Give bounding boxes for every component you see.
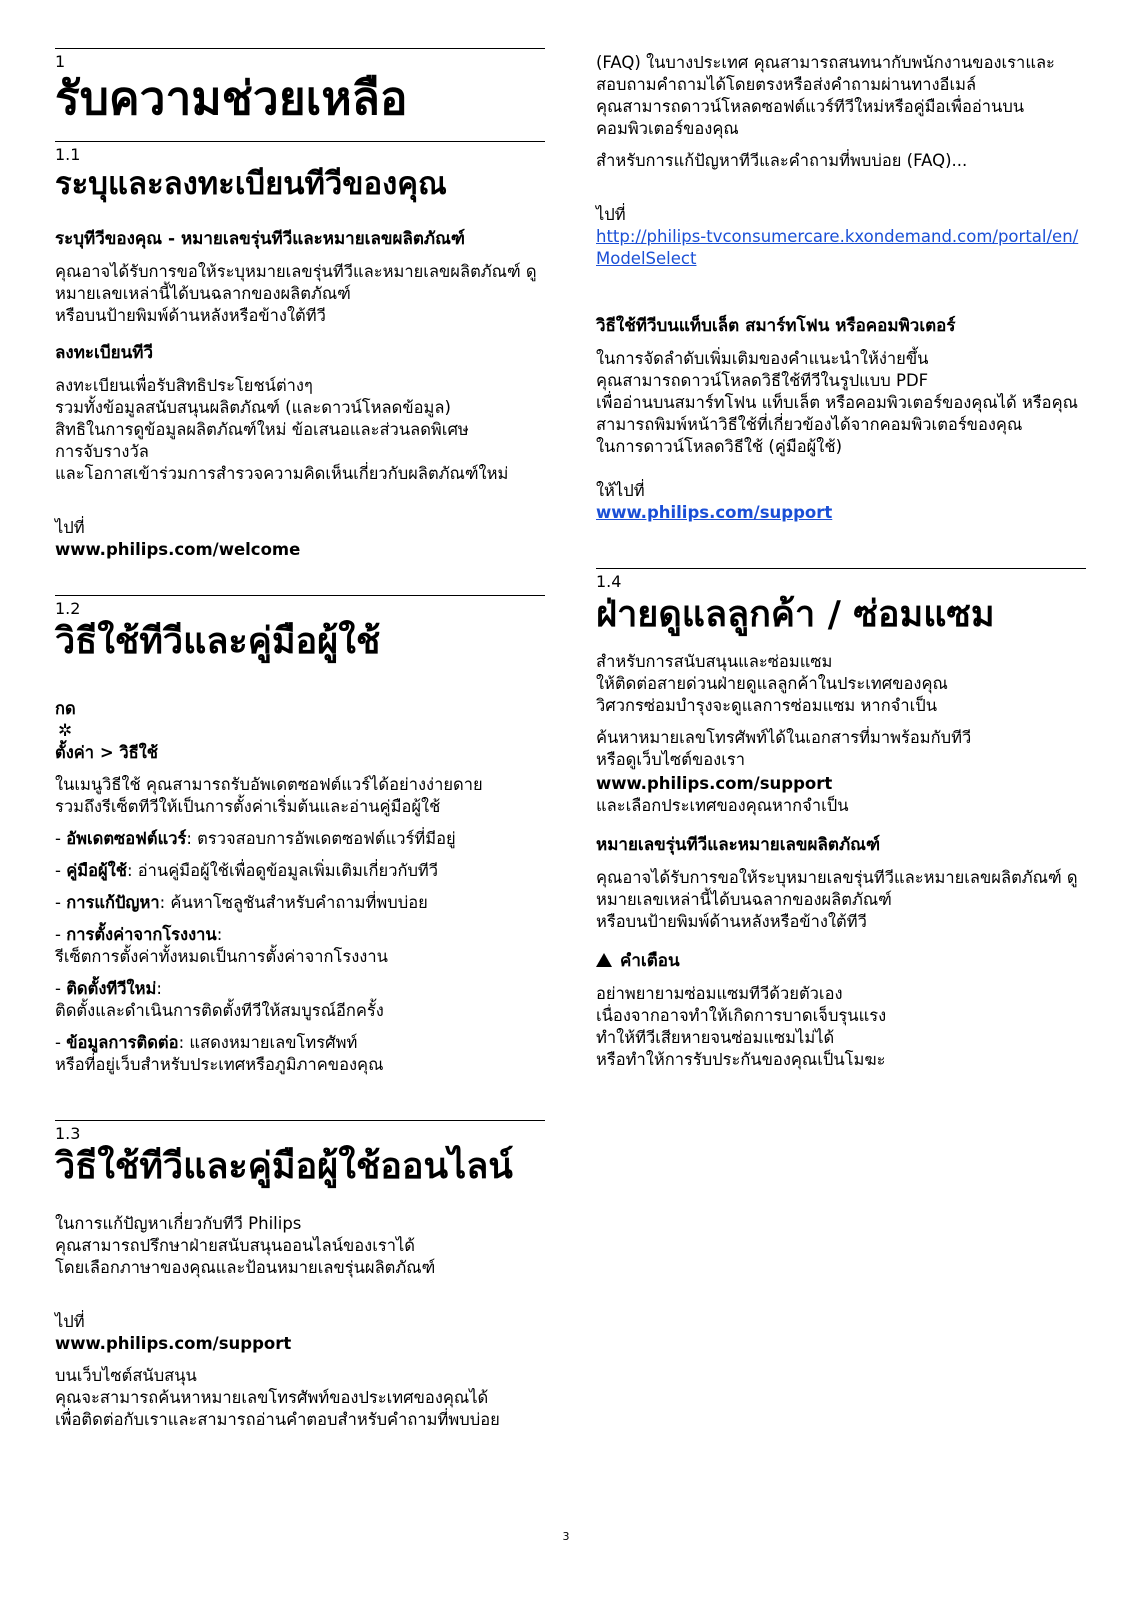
list-item: - ข้อมูลการติดต่อ: แสดงหมายเลขโทรศัพท์ หรือที่อยู่เว็บสำหรับประเทศหรือภูมิภาคของคุณ (55, 1033, 384, 1074)
list-item: - การแก้ปัญหา: ค้นหาโซลูชันสำหรับคำถามที่พบบ่อย (55, 893, 428, 912)
paragraph: ค้นหาหมายเลขโทรศัพท์ได้ในเอกสารที่มาพร้อมกับทีวี หรือดูเว็บไซต์ของเรา (596, 728, 972, 769)
menu-path: ตั้งค่า > วิธีใช้ (55, 743, 158, 762)
warning-body: อย่าพยายามซ่อมแซมทีวีด้วยตัวเอง เนื่องจากอาจทำให้เกิดการบาดเจ็บรุนแรง ทำให้ทีวีเสียหายจนซ่อมแซมไม่ได้ หรือทำให้การรับประกันของคุณเป็นโมฆะ (596, 984, 887, 1069)
item-desc: : ค้นหาโซลูชันสำหรับคำถามที่พบบ่อย (159, 893, 428, 912)
section-rule (596, 568, 1086, 569)
section-rule (55, 141, 545, 142)
subsection-title: วิธีใช้ทีวีบนแท็บเล็ต สมาร์ทโฟน หรือคอมพิวเตอร์ (596, 316, 956, 336)
goto-label: ไปที่ (55, 518, 85, 537)
faq-link[interactable]: http://philips-tvconsumercare.kxondemand.com/portal/en/ModelSelect (596, 227, 1079, 268)
goto-line (596, 458, 1086, 524)
item-label: การแก้ปัญหา (66, 893, 160, 912)
paragraph: สำหรับการแก้ปัญหาทีวีและคำถามที่พบบ่อย (FAQ)... (596, 151, 968, 170)
item-label: ติดตั้งทีวีใหม่ (66, 979, 157, 998)
section-title: ฝ่ายดูแลลูกค้า / ซ่อมแซม (596, 594, 995, 635)
section-number: 1 (55, 52, 66, 71)
item-desc: : แสดงหมายเลขโทรศัพท์ หรือที่อยู่เว็บสำหรับประเทศหรือภูมิภาคของคุณ (55, 1033, 384, 1074)
subsection-title: หมายเลขรุ่นทีวีและหมายเลขผลิตภัณฑ์ (596, 835, 881, 855)
item-label: คู่มือผู้ใช้ (66, 861, 127, 880)
section-title: วิธีใช้ทีวีและคู่มือผู้ใช้ออนไลน์ (55, 1146, 513, 1187)
item-label: ข้อมูลการติดต่อ (66, 1033, 179, 1052)
paragraph: และเลือกประเทศของคุณหากจำเป็น (596, 796, 849, 815)
gear-icon: ✲ (58, 721, 73, 741)
section-number: 1.4 (596, 572, 622, 591)
press-label: กด (55, 699, 76, 718)
list-item: - ติดตั้งทีวีใหม่: ติดตั้งและดำเนินการติดตั้งทีวีให้สมบูรณ์อีกครั้ง (55, 979, 384, 1020)
welcome-link[interactable]: www.philips.com/welcome (55, 540, 301, 559)
help-items-list (55, 828, 545, 1076)
subsection-title: ลงทะเบียนทีวี (55, 343, 153, 363)
paragraph: คุณอาจได้รับการขอให้ระบุหมายเลขรุ่นทีวีและหมายเลขผลิตภัณฑ์ ดูหมายเลขเหล่านี้ได้บนฉลากของผลิตภัณฑ์ หรือบนป้ายพิมพ์ด้านหลังหรือข้างใต้ทีวี (55, 262, 537, 325)
paragraph: ลงทะเบียนเพื่อรับสิทธิประโยชน์ต่างๆ รวมทั้งข้อมูลสนับสนุนผลิตภัณฑ์ (และดาวน์โหลดข้อมูล) สิทธิในการดูข้อมูลผลิตภัณฑ์ใหม่ ข้อเสนอและส่วนลดพิเศษ การจับรางวัล และโอกาสเข้าร่วมการสำรวจความคิดเห็นเกี่ยวกับผลิตภัณฑ์ใหม่ (55, 376, 509, 483)
section-number: 1.3 (55, 1124, 81, 1143)
subsection-title: ระบุทีวีของคุณ - หมายเลขรุ่นทีวีและหมายเลขผลิตภัณฑ์ (55, 229, 466, 249)
section-title: วิธีใช้ทีวีและคู่มือผู้ใช้ (55, 621, 381, 662)
chapter-title: รับความช่วยเหลือ (55, 71, 408, 125)
paragraph: สำหรับการสนับสนุนและซ่อมแซม ให้ติดต่อสายด่วนฝ่ายดูแลลูกค้าในประเทศของคุณ วิศวกรซ่อมบำรุงจะดูแลการซ่อมแซม หากจำเป็น (596, 652, 948, 715)
paragraph: (FAQ) ในบางประเทศ คุณสามารถสนทนากับพนักงานของเราและสอบถามคำถามได้โดยตรงหรือส่งคำถามผ่านทางอีเมล์ คุณสามารถดาวน์โหลดซอฟต์แวร์ทีวีใหม่หรือคู่มือเพื่ออ่านบนคอมพิวเตอร์ของคุณ (596, 53, 1055, 138)
right-column (596, 52, 1086, 1081)
item-desc: : รีเซ็ตการตั้งค่าทั้งหมดเป็นการตั้งค่าจากโรงงาน (55, 925, 388, 966)
section-rule (55, 595, 545, 596)
section-rule (55, 1120, 545, 1121)
section-number: 1.2 (55, 599, 81, 618)
goto-line (596, 182, 1086, 270)
goto-label: ไปที่ (55, 1312, 85, 1331)
paragraph: ในเมนูวิธีใช้ คุณสามารถรับอัพเดตซอฟต์แวร์ได้อย่างง่ายดาย รวมถึงรีเซ็ตทีวีให้เป็นการตั้งค่าเริ่มต้นและอ่านคู่มือผู้ใช้ (55, 775, 483, 816)
warning-title: คำเตือน (620, 951, 680, 971)
item-label: การตั้งค่าจากโรงงาน (66, 925, 217, 944)
item-desc: : อ่านคู่มือผู้ใช้เพื่อดูข้อมูลเพิ่มเติมเกี่ยวกับทีวี (126, 861, 439, 880)
item-label: อัพเดตซอฟต์แวร์ (66, 829, 187, 848)
press-instruction (55, 676, 545, 764)
item-desc: : ติดตั้งและดำเนินการติดตั้งทีวีให้สมบูรณ์อีกครั้ง (55, 979, 384, 1020)
list-item: - การตั้งค่าจากโรงงาน: รีเซ็ตการตั้งค่าทั้งหมดเป็นการตั้งค่าจากโรงงาน (55, 925, 388, 966)
list-item: - คู่มือผู้ใช้: อ่านคู่มือผู้ใช้เพื่อดูข้อมูลเพิ่มเติมเกี่ยวกับทีวี (55, 861, 439, 880)
support-link[interactable]: www.philips.com/support (55, 1334, 292, 1353)
paragraph: ในการจัดลำดับเพิ่มเติมของคำแนะนำให้ง่ายขึ้น คุณสามารถดาวน์โหลดวิธีใช้ทีวีในรูปแบบ PDF เพื่ออ่านบนสมาร์ทโฟน แท็บเล็ต หรือคอมพิวเตอร์ของคุณได้ หรือคุณสามารถพิมพ์หน้าวิธีใช้ที่เกี่ยวข้องได้จากคอมพิวเตอร์ของคุณ ในการดาวน์โหลดวิธีใช้ (คู่มือผู้ใช้) (596, 349, 1078, 456)
warning-icon (596, 953, 612, 967)
list-item: - อัพเดตซอฟต์แวร์: ตรวจสอบการอัพเดตซอฟต์แวร์ที่มีอยู่ (55, 829, 456, 848)
goto-line (55, 495, 545, 561)
left-column (55, 48, 545, 1441)
section-rule (55, 48, 545, 49)
section-number: 1.1 (55, 145, 81, 164)
warning-heading (596, 949, 1086, 973)
goto-label: ให้ไปที่ (596, 481, 645, 500)
paragraph: ในการแก้ปัญหาเกี่ยวกับทีวี Philips คุณสามารถปรึกษาฝ่ายสนับสนุนออนไลน์ของเราได้ โดยเลือกภาษาของคุณและป้อนหมายเลขรุ่นผลิตภัณฑ์ (55, 1214, 436, 1277)
item-desc: : ตรวจสอบการอัพเดตซอฟต์แวร์ที่มีอยู่ (186, 829, 456, 848)
page-number: 3 (562, 1530, 570, 1543)
paragraph: บนเว็บไซต์สนับสนุน คุณจะสามารถค้นหาหมายเลขโทรศัพท์ของประเทศของคุณได้ เพื่อติดต่อกับเราและสามารถอ่านคำตอบสำหรับคำถามที่พบบ่อย (55, 1366, 500, 1429)
paragraph: คุณอาจได้รับการขอให้ระบุหมายเลขรุ่นทีวีและหมายเลขผลิตภัณฑ์ ดูหมายเลขเหล่านี้ได้บนฉลากของผลิตภัณฑ์ หรือบนป้ายพิมพ์ด้านหลังหรือข้างใต้ทีวี (596, 868, 1078, 931)
goto-line (55, 1289, 545, 1355)
support-link[interactable]: www.philips.com/support (596, 774, 833, 793)
section-title: ระบุและลงทะเบียนทีวีของคุณ (55, 166, 447, 202)
goto-label: ไปที่ (596, 205, 626, 224)
support-link[interactable]: www.philips.com/support (596, 503, 833, 522)
